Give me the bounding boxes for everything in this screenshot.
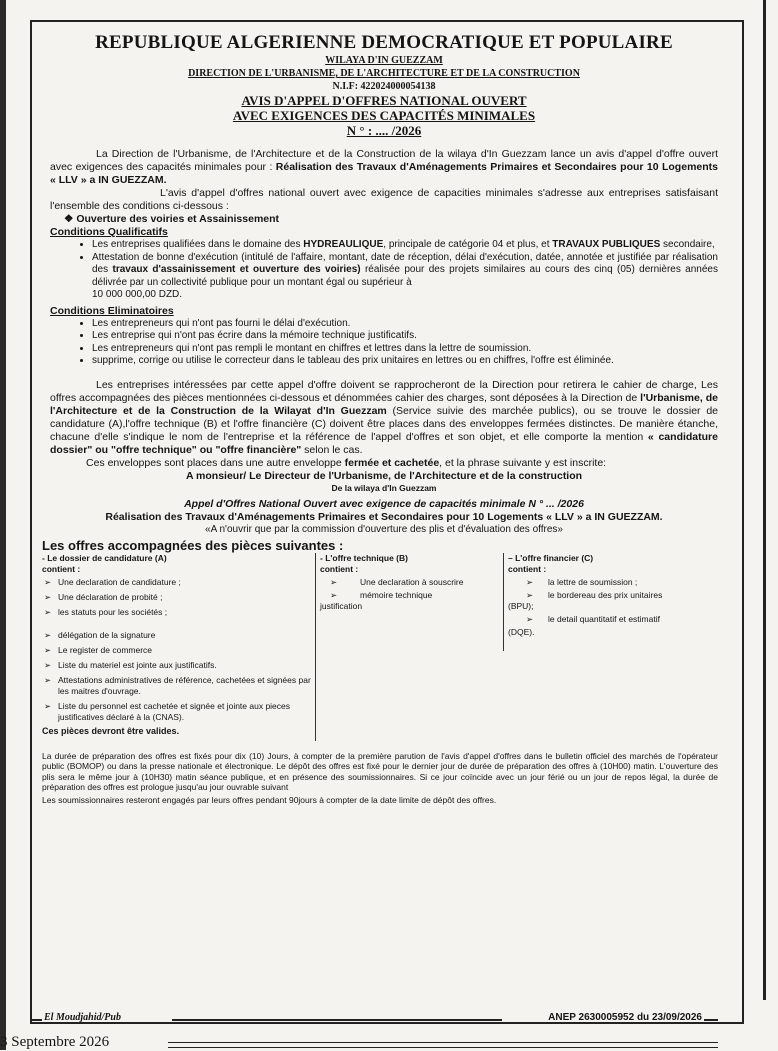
- intro-conditions: L'avis d'appel d'offres national ouvert avec exigence de capacities minimales s'adresse aux entreprises satisfaisant l'ensemble des conditions ci-dessous :: [50, 187, 718, 212]
- technique-item: ➢ mémoire technique: [330, 589, 433, 600]
- avis-title-2: AVEC EXIGENCES DES CAPACITÉS MINIMALES: [232, 108, 536, 123]
- validity-note: Ces pièces devront être valides.: [42, 725, 180, 736]
- qualif-title: Conditions Qualificatifs: [50, 226, 168, 238]
- newspaper-date: 3 Septembre 2026: [0, 1034, 110, 1050]
- address-line-3: Appel d'Offres National Ouvert avec exigence de capacités minimale N ° ... /2026: [184, 497, 584, 510]
- body-text: Les entreprises intéressées par cette appel d'offre doivent se rapprocheront de la Direction pour retirera le cahier de charge, Les offres accompagnées des pièces mentionnées ci-dessous et dénommées cahier des charges, sont déposées à la Direction de: [50, 378, 718, 404]
- intro-project: Réalisation des Travaux d'Aménagements Primaires et Secondaires pour 10 Logements « LLV » a IN GUEZZAM.: [50, 161, 718, 186]
- body-text: selon le cas.: [301, 443, 363, 456]
- footer-rule: [32, 1019, 42, 1021]
- body-text: (Service suivie des marchée publics), ou se trouve le dossier de candidature (A),l'offre technique (B) et l'offre financière (C) doivent être places dans des enveloppes fermées distinctes. De manière étanche, chacune d'elle s'indique le nom de l'entreprise et la référence de l'appel d'offres et son objet, et elle comporte la mention: [50, 404, 718, 443]
- qualif-text: Attestation de bonne d'exécution (intitulé de l'affaire, montant, date de réception, délai d'exécution, datée, annotée et justifiée par réalisation des: [92, 251, 718, 275]
- newspaper-rule: [168, 1042, 718, 1048]
- body-direction: l'Urbanisme, de l'Architecture et de la Construction de la Wilayat d'In Guezzam: [50, 391, 718, 417]
- column-sub: contient :: [320, 563, 359, 574]
- envelope-text: Ces enveloppes sont places dans une autre enveloppe: [86, 456, 345, 469]
- pieces-columns: [42, 553, 718, 743]
- column-candidature: [42, 553, 314, 737]
- financiere-item: ➢ la lettre de soumission ;: [526, 576, 638, 587]
- column-divider: [503, 553, 504, 651]
- column-title: - L'offre technique (B): [320, 552, 408, 563]
- republic-title: REPUBLIQUE ALGERIENNE DEMOCRATIQUE ET POPULAIRE: [95, 32, 673, 53]
- financiere-bpu: (BPU);: [508, 600, 534, 611]
- footer-rule: [704, 1019, 718, 1021]
- elim-item: • Les entrepreneurs qui n'ont pas fourni le délai d'exécution.: [92, 318, 718, 331]
- envelope-paragraph: [50, 457, 718, 470]
- candidature-item: ➢ Liste du personnel est cachetée et signée et jointe aux pieces justificatives déclaré à la (CNAS).: [44, 700, 291, 722]
- engagement-paragraph: Les soumissionnaires resteront engagés par leurs offres pendant 90jours à compter de la date limite de dépôt des offres.: [42, 794, 497, 805]
- qualif-text: secondaire,: [660, 239, 715, 250]
- candidature-item: ➢ les statuts pour les sociétés ;: [44, 606, 168, 617]
- anep-reference: ANEP 2630005952 du 23/09/2026: [548, 1012, 702, 1023]
- column-divider: [315, 553, 316, 741]
- body-paragraph: [50, 379, 718, 457]
- address-line-1: A monsieur/ Le Directeur de l'Urbanisme, de l'Architecture et de la construction: [185, 469, 583, 482]
- body-mention: « candidature dossier" ou "offre technique" ou "offre financière": [50, 430, 718, 456]
- elim-item: • supprime, corrige ou utilise le correcteur dans le tableau des prix unitaires en lettres ou en chiffres, l'offre est éliminée.: [92, 355, 718, 368]
- publication-source: El Moudjahid/Pub: [44, 1012, 121, 1023]
- avis-title-1: AVIS D'APPEL D'OFFRES NATIONAL OUVERT: [241, 93, 527, 108]
- avis-number: N ° : .... /2026: [346, 123, 422, 138]
- intro-paragraph: [50, 148, 718, 187]
- address-line-4: Réalisation des Travaux d'Aménagements Primaires et Secondaires pour 10 Logements « LLV » a IN GUEZZAM.: [105, 510, 663, 523]
- financiere-dqe: (DQE).: [508, 626, 535, 637]
- lot-line: ❖ Ouverture des voiries et Assainissement: [64, 213, 280, 225]
- direction-line: DIRECTION DE L'URBANISME, DE L'ARCHITECTURE ET DE LA CONSTRUCTION: [188, 68, 580, 79]
- financiere-item: ➢ le bordereau des prix unitaires: [526, 589, 663, 600]
- address-line-2: De la wilaya d'In Guezzam: [331, 482, 437, 493]
- column-financiere: [508, 553, 718, 638]
- elim-item: • Les entrepreneurs qui n'ont pas rempli le montant en chiffres et lettres dans la lettre de soumission.: [92, 343, 718, 356]
- qualif-works: travaux d'assainissement et ouverture des voiries): [112, 264, 361, 275]
- qualif-amount: 10 000 000,00 DZD.: [92, 289, 183, 300]
- envelope-sealed: fermée et cachetée: [344, 456, 440, 469]
- qualif-item: [92, 252, 718, 302]
- pieces-title: Les offres accompagnées des pièces suivantes :: [42, 537, 344, 553]
- wilaya-line: WILAYA D'IN GUEZZAM: [325, 55, 443, 66]
- qualif-text: Les entreprises qualifiées dans le domaine des: [92, 239, 304, 250]
- column-sub: contient :: [508, 563, 547, 574]
- scan-edge-left: [0, 0, 6, 1050]
- candidature-item: ➢ Une déclaration de probité ;: [44, 591, 163, 602]
- financiere-item: ➢ le detail quantitatif et estimatif: [526, 613, 660, 624]
- qualif-text: , principale de catégorie 04 et plus, et: [383, 239, 553, 250]
- column-title: - Le dossier de candidature (A): [42, 552, 167, 563]
- envelope-text: , et la phrase suivante y est inscrite:: [439, 456, 607, 469]
- candidature-item: ➢ Liste du materiel est jointe aux justificatifs.: [44, 659, 217, 670]
- elim-list: [50, 318, 718, 368]
- qualif-item: [92, 239, 718, 252]
- footer-rule: [172, 1019, 502, 1021]
- header: [50, 32, 718, 138]
- ad-footer: [32, 1012, 718, 1028]
- qualif-list: [50, 239, 718, 302]
- candidature-item: ➢ Le register de commerce: [44, 644, 153, 655]
- nif-line: N.I.F: 422024000054138: [332, 81, 436, 92]
- qualif-domain: TRAVAUX PUBLIQUES: [552, 239, 661, 250]
- ad-content: [42, 32, 718, 805]
- qualif-domain: HYDREAULIQUE: [303, 239, 384, 250]
- column-title: – L'offre financier (C): [508, 552, 594, 563]
- address-line-5: «A n'ouvrir que par la commission d'ouverture des plis et d'évaluation des offres»: [205, 523, 563, 535]
- technique-extra: justification: [320, 600, 363, 611]
- candidature-item: ➢ Une declaration de candidature ;: [44, 576, 181, 587]
- column-technique: [320, 553, 500, 612]
- technique-item: ➢ Une declaration à souscrire: [330, 576, 464, 587]
- column-sub: contient :: [42, 563, 81, 574]
- scan-edge-right: [763, 0, 766, 1000]
- preparation-paragraph: La durée de préparation des offres est fixés pour dix (10) Jours, à compter de la première parution de l'avis d'appel d'offres dans le bulletin officiel des marchés de l'opérateur public (BOMOP) ou dans la presse nationale et électronique. Le dépôt des offres est fixé pour le dernier jour de durée de préparation des offres à (10H00) matin. L'ouverture des plis sera le même jour à (10H30) matin séance publique, et en présence des soumissionnaires. Si ce jour coïncide avec un jour férié ou un jour de repos légal, la durée de préparation des offres est prologue jusqu'au jour ouvrable suivant: [42, 750, 718, 792]
- elim-title: Conditions Eliminatoires: [50, 304, 174, 317]
- candidature-item: ➢ délégation de la signature: [44, 629, 156, 640]
- intro-text: La Direction de l'Urbanisme, de l'Architecture et de la Construction de la wilaya d'In Guezzam lance un avis d'appel d'offre ouvert avec exigences des capacités minimales pour :: [50, 148, 718, 173]
- qualif-text: réalisée pour des projets similaires au cours des cinq (05) dernières années délivrée par un collectivité publique pour un montant égal ou supérieur à: [92, 264, 718, 288]
- candidature-item: ➢ Attestations administratives de référence, cachetées et signées par les maitres d'ouvrage.: [44, 674, 311, 696]
- elim-item: • Les entreprise qui n'ont pas écrire dans la mémoire technique justificatifs.: [92, 330, 718, 343]
